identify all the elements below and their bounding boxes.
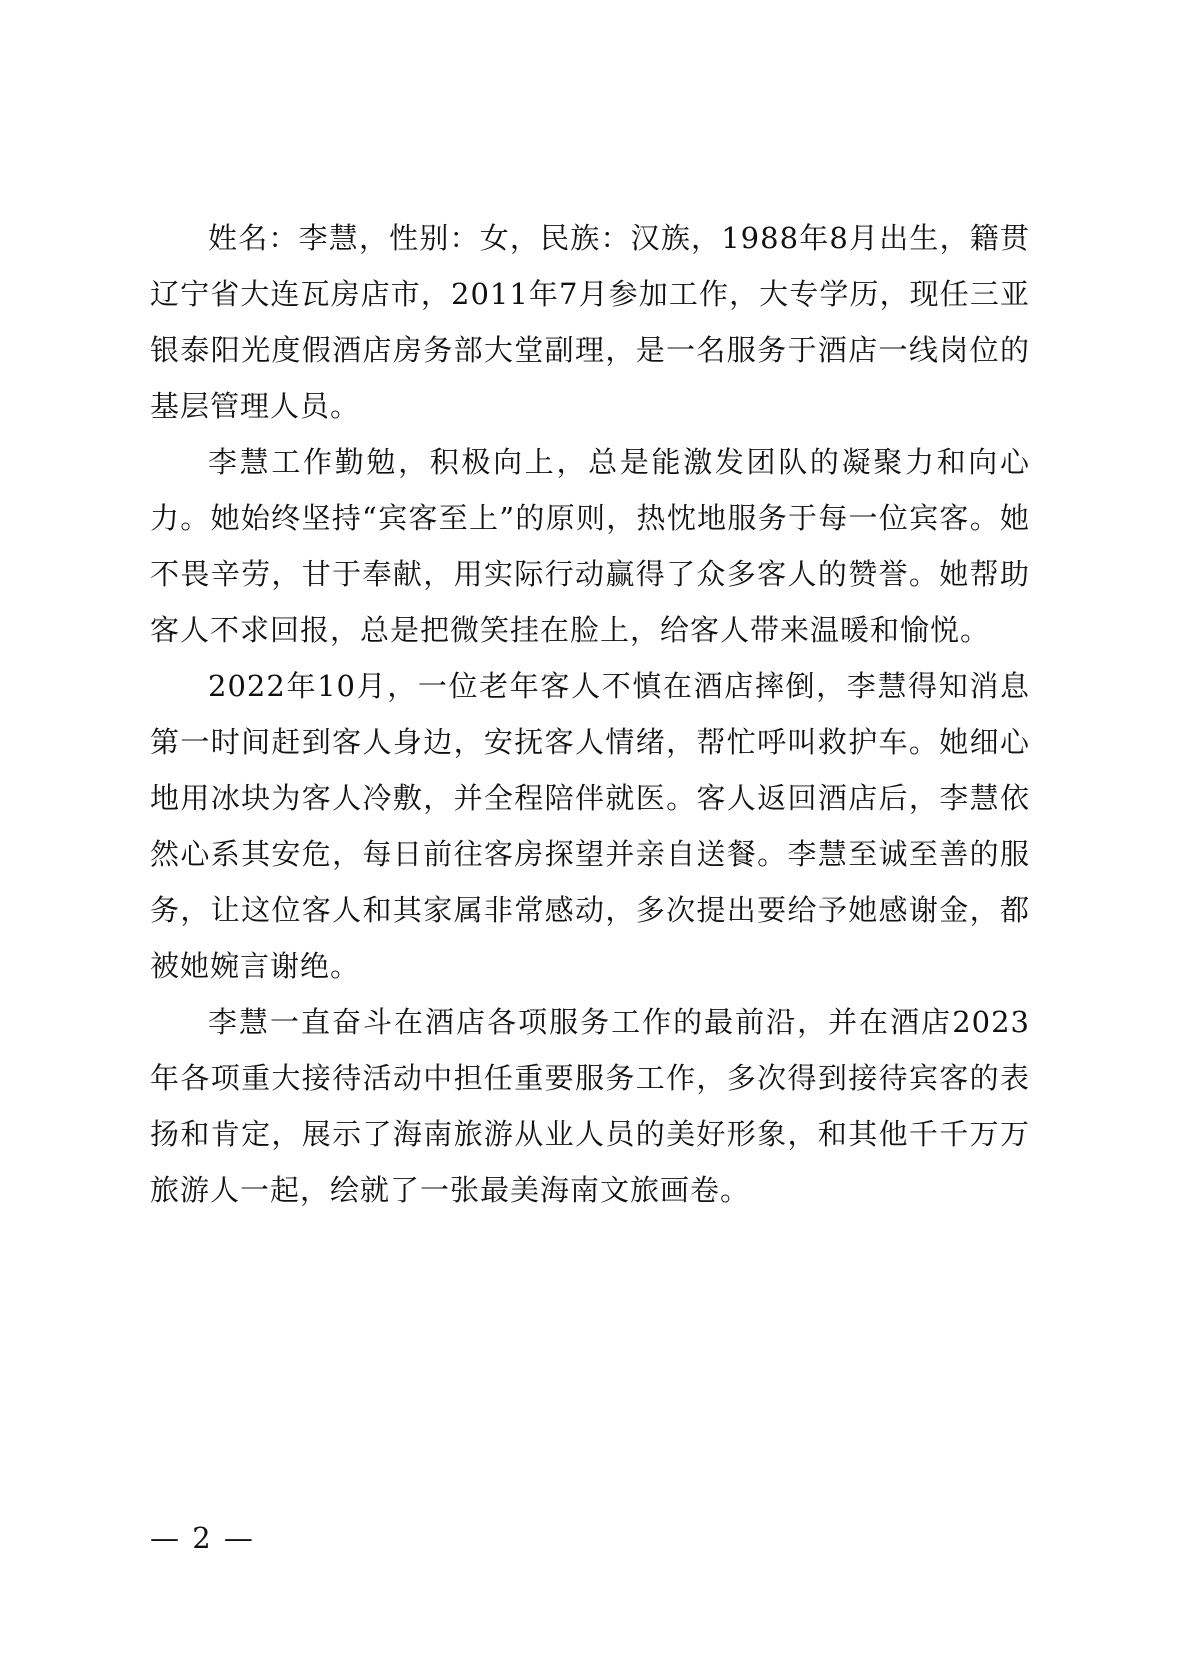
document-body bbox=[150, 210, 1030, 1218]
page-number: — 2 — bbox=[150, 1521, 255, 1555]
paragraph-personal-info: 姓名：李慧，性别：女，民族：汉族，1988年8月出生，籍贯辽宁省大连瓦房店市，2011年7月参加工作，大专学历，现任三亚银泰阳光度假酒店房务部大堂副理，是一名服务于酒店一线岗位的基层管理人员。 bbox=[150, 221, 1030, 423]
paragraph-incident-story: 2022年10月，一位老年客人不慎在酒店摔倒，李慧得知消息第一时间赶到客人身边，安抚客人情绪，帮忙呼叫救护车。她细心地用冰块为客人冷敷，并全程陪伴就医。客人返回酒店后，李慧依然心系其安危，每日前往客房探望并亲自送餐。李慧至诚至善的服务，让这位客人和其家属非常感动，多次提出要给予她感谢金，都被她婉言谢绝。 bbox=[150, 669, 1030, 983]
paragraph-work-attitude: 李慧工作勤勉，积极向上，总是能激发团队的凝聚力和向心力。她始终坚持“宾客至上”的原则，热忱地服务于每一位宾客。她不畏辛劳，甘于奉献，用实际行动赢得了众多客人的赞誉。她帮助客人不求回报，总是把微笑挂在脸上，给客人带来温暖和愉悦。 bbox=[150, 445, 1030, 647]
paragraph-achievements: 李慧一直奋斗在酒店各项服务工作的最前沿，并在酒店2023年各项重大接待活动中担任重要服务工作，多次得到接待宾客的表扬和肯定，展示了海南旅游从业人员的美好形象，和其他千千万万旅游人一起，绘就了一张最美海南文旅画卷。 bbox=[150, 1005, 1030, 1207]
